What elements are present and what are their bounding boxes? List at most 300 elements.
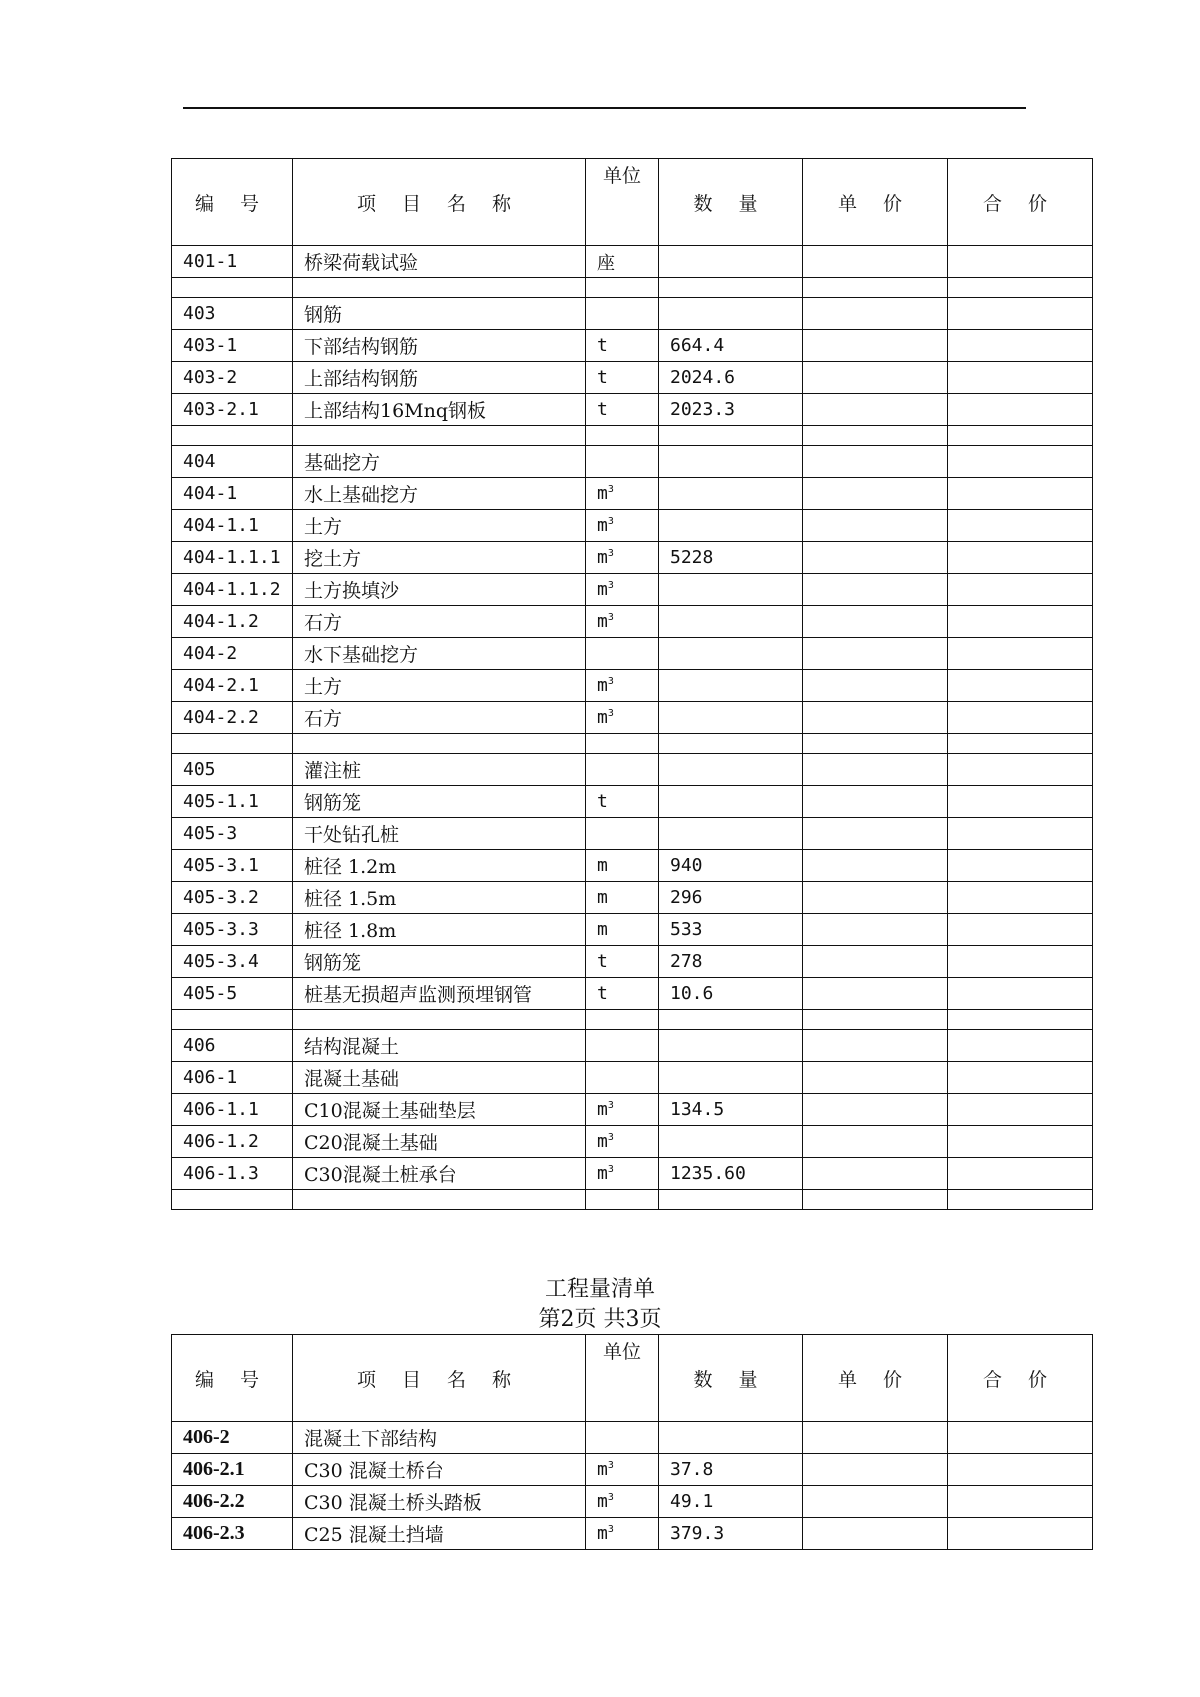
cell-total [948, 1010, 1093, 1030]
cell-unit-price [803, 734, 948, 754]
table-row [172, 542, 1093, 574]
cell-name: 石方 [293, 606, 586, 638]
cell-unit [586, 978, 659, 1010]
cell-code [172, 278, 293, 298]
cell-unit [586, 362, 659, 394]
cell-quantity [659, 786, 803, 818]
cell-quantity [659, 1422, 803, 1454]
cell-quantity [659, 1010, 803, 1030]
quantity-table-1 [171, 158, 1093, 1210]
header-unit: 单位 [586, 159, 659, 246]
table-row [172, 754, 1093, 786]
table-row [172, 1190, 1093, 1210]
cell-unit [586, 946, 659, 978]
cell-total [948, 362, 1093, 394]
cell-unit-price [803, 1454, 948, 1486]
cell-unit-price [803, 978, 948, 1010]
cell-total [948, 702, 1093, 734]
cell-code: 406-1 [172, 1062, 293, 1094]
cell-code: 404 [172, 446, 293, 478]
cell-unit-price [803, 914, 948, 946]
cell-code: 405-3 [172, 818, 293, 850]
unit-exponent: 3 [607, 580, 614, 591]
cell-name: 桩径 1.8m [293, 914, 586, 946]
cell-quantity [659, 638, 803, 670]
cell-name: 土方 [293, 510, 586, 542]
cell-total [948, 446, 1093, 478]
cell-total [948, 818, 1093, 850]
table-row [172, 914, 1093, 946]
cell-name [293, 1190, 586, 1210]
unit-exponent: 3 [607, 1100, 614, 1111]
cell-unit [586, 542, 659, 574]
cell-total [948, 914, 1093, 946]
cell-unit-price [803, 786, 948, 818]
cell-name: 干处钻孔桩 [293, 818, 586, 850]
header-quantity: 数 量 [659, 1335, 803, 1422]
header-total: 合 价 [948, 1335, 1093, 1422]
cell-code: 406-1.2 [172, 1126, 293, 1158]
cell-name [293, 734, 586, 754]
cell-total [948, 1126, 1093, 1158]
cell-total [948, 1518, 1093, 1550]
cell-code: 401-1 [172, 246, 293, 278]
cell-total [948, 426, 1093, 446]
cell-unit-price [803, 1190, 948, 1210]
table-row [172, 246, 1093, 278]
table-row [172, 1062, 1093, 1094]
header-unit-price: 单 价 [803, 159, 948, 246]
cell-code: 404-1.2 [172, 606, 293, 638]
table-row [172, 1094, 1093, 1126]
unit-exponent: 3 [607, 1524, 614, 1535]
table-row [172, 426, 1093, 446]
table-row [172, 1010, 1093, 1030]
unit-exponent: 3 [607, 1164, 614, 1175]
cell-name: 水下基础挖方 [293, 638, 586, 670]
cell-unit [586, 850, 659, 882]
cell-total [948, 394, 1093, 426]
cell-total [948, 1062, 1093, 1094]
cell-quantity [659, 818, 803, 850]
cell-name: 桥梁荷载试验 [293, 246, 586, 278]
cell-name: 混凝土基础 [293, 1062, 586, 1094]
unit-exponent: 3 [607, 676, 614, 687]
cell-unit-price [803, 818, 948, 850]
cell-unit-price [803, 1126, 948, 1158]
cell-name: 桩径 1.5m [293, 882, 586, 914]
table-row [172, 574, 1093, 606]
cell-name: C20混凝土基础 [293, 1126, 586, 1158]
cell-name: 基础挖方 [293, 446, 586, 478]
unit-exponent: 3 [607, 708, 614, 719]
list-title: 工程量清单 [544, 1277, 655, 1302]
cell-quantity [659, 246, 803, 278]
table-row [172, 1126, 1093, 1158]
table-row [172, 946, 1093, 978]
header-code: 编 号 [172, 159, 293, 246]
cell-total [948, 330, 1093, 362]
header-total: 合 价 [948, 159, 1093, 246]
table-row [172, 734, 1093, 754]
unit-symbol: m [597, 1163, 608, 1184]
cell-quantity: 37.8 [659, 1454, 803, 1486]
cell-code: 405-5 [172, 978, 293, 1010]
unit-symbol: m [597, 547, 608, 568]
cell-name: 灌注桩 [293, 754, 586, 786]
cell-unit-price [803, 510, 948, 542]
cell-unit-price [803, 670, 948, 702]
unit-exponent: 3 [607, 1132, 614, 1143]
cell-name [293, 1010, 586, 1030]
table-row [172, 278, 1093, 298]
cell-unit-price [803, 606, 948, 638]
cell-code: 405-3.2 [172, 882, 293, 914]
cell-unit [586, 754, 659, 786]
unit-symbol: m [597, 887, 608, 908]
cell-unit [586, 1422, 659, 1454]
table-row [172, 850, 1093, 882]
cell-unit [586, 1190, 659, 1210]
table-row [172, 298, 1093, 330]
unit-symbol: t [597, 335, 608, 356]
cell-total [948, 754, 1093, 786]
cell-total [948, 246, 1093, 278]
cell-total [948, 1454, 1093, 1486]
unit-symbol: t [597, 983, 608, 1004]
cell-name: 钢筋笼 [293, 786, 586, 818]
cell-quantity: 533 [659, 914, 803, 946]
table-row [172, 330, 1093, 362]
cell-name: 水上基础挖方 [293, 478, 586, 510]
table-row [172, 1454, 1093, 1486]
unit-symbol: t [597, 791, 608, 812]
cell-quantity: 296 [659, 882, 803, 914]
table-body-2 [172, 1422, 1093, 1550]
table-row [172, 818, 1093, 850]
cell-total [948, 670, 1093, 702]
header-rule [183, 107, 1026, 109]
cell-quantity [659, 478, 803, 510]
cell-unit [586, 1486, 659, 1518]
unit-symbol: t [597, 367, 608, 388]
cell-unit-price [803, 946, 948, 978]
cell-code: 406-2.3 [172, 1518, 293, 1550]
cell-unit [586, 882, 659, 914]
table-row [172, 1030, 1093, 1062]
cell-code [172, 1190, 293, 1210]
table-row [172, 446, 1093, 478]
cell-quantity: 5228 [659, 542, 803, 574]
cell-quantity [659, 1126, 803, 1158]
cell-quantity: 10.6 [659, 978, 803, 1010]
cell-unit [586, 734, 659, 754]
unit-exponent: 3 [607, 484, 614, 495]
cell-total [948, 638, 1093, 670]
cell-name: 结构混凝土 [293, 1030, 586, 1062]
unit-symbol: m [597, 919, 608, 940]
cell-quantity [659, 298, 803, 330]
cell-code [172, 1010, 293, 1030]
cell-unit-price [803, 754, 948, 786]
cell-name: 桩径 1.2m [293, 850, 586, 882]
table-header-row [172, 159, 1093, 246]
quantity-table-2 [171, 1334, 1093, 1550]
cell-unit-price [803, 1518, 948, 1550]
cell-quantity: 49.1 [659, 1486, 803, 1518]
cell-total [948, 1158, 1093, 1190]
table-header-row [172, 1335, 1093, 1422]
cell-unit-price [803, 1062, 948, 1094]
cell-code [172, 734, 293, 754]
cell-unit-price [803, 478, 948, 510]
cell-unit [586, 818, 659, 850]
table-row [172, 978, 1093, 1010]
cell-unit [586, 786, 659, 818]
cell-unit [586, 1010, 659, 1030]
cell-unit-price [803, 1010, 948, 1030]
table-body-1 [172, 246, 1093, 1210]
cell-unit [586, 1094, 659, 1126]
unit-symbol: m [597, 1491, 608, 1512]
cell-code: 403 [172, 298, 293, 330]
table-row [172, 1422, 1093, 1454]
unit-symbol: 座 [597, 252, 615, 274]
cell-quantity [659, 446, 803, 478]
unit-symbol: m [597, 1459, 608, 1480]
cell-unit-price [803, 278, 948, 298]
cell-unit [586, 1126, 659, 1158]
cell-quantity [659, 1030, 803, 1062]
cell-quantity: 940 [659, 850, 803, 882]
unit-symbol: t [597, 951, 608, 972]
cell-unit [586, 1158, 659, 1190]
cell-total [948, 1030, 1093, 1062]
cell-unit [586, 638, 659, 670]
table-row [172, 882, 1093, 914]
cell-unit [586, 1454, 659, 1486]
cell-unit [586, 478, 659, 510]
cell-unit-price [803, 850, 948, 882]
cell-quantity: 379.3 [659, 1518, 803, 1550]
cell-total [948, 510, 1093, 542]
cell-quantity [659, 278, 803, 298]
unit-symbol: m [597, 1099, 608, 1120]
header-quantity: 数 量 [659, 159, 803, 246]
cell-code: 405-1.1 [172, 786, 293, 818]
table-row [172, 1518, 1093, 1550]
cell-unit [586, 1062, 659, 1094]
cell-name [293, 278, 586, 298]
cell-code: 405-3.4 [172, 946, 293, 978]
cell-unit [586, 670, 659, 702]
cell-code: 403-2 [172, 362, 293, 394]
cell-code: 404-2 [172, 638, 293, 670]
table-row [172, 1486, 1093, 1518]
unit-symbol: m [597, 579, 608, 600]
unit-exponent: 3 [607, 548, 614, 559]
table-row [172, 394, 1093, 426]
cell-code: 404-1.1 [172, 510, 293, 542]
cell-total [948, 1422, 1093, 1454]
cell-code: 404-2.1 [172, 670, 293, 702]
cell-name: 下部结构钢筋 [293, 330, 586, 362]
cell-unit [586, 510, 659, 542]
cell-total [948, 946, 1093, 978]
cell-quantity [659, 1190, 803, 1210]
cell-unit-price [803, 1158, 948, 1190]
cell-quantity [659, 426, 803, 446]
cell-code [172, 426, 293, 446]
table-row [172, 510, 1093, 542]
cell-total [948, 542, 1093, 574]
cell-unit-price [803, 394, 948, 426]
cell-code: 406-1.1 [172, 1094, 293, 1126]
cell-total [948, 606, 1093, 638]
cell-quantity: 278 [659, 946, 803, 978]
cell-unit [586, 574, 659, 606]
table-row [172, 1158, 1093, 1190]
cell-unit [586, 1518, 659, 1550]
cell-total [948, 1094, 1093, 1126]
cell-unit [586, 298, 659, 330]
cell-name: 石方 [293, 702, 586, 734]
cell-name: C25 混凝土挡墙 [293, 1518, 586, 1550]
cell-name: 土方 [293, 670, 586, 702]
cell-code: 405 [172, 754, 293, 786]
cell-code: 404-1.1.1 [172, 542, 293, 574]
cell-code: 404-1.1.2 [172, 574, 293, 606]
cell-unit-price [803, 446, 948, 478]
header-name: 项 目 名 称 [293, 1335, 586, 1422]
header-unit: 单位 [586, 1335, 659, 1422]
cell-unit [586, 702, 659, 734]
table-row [172, 478, 1093, 510]
cell-name: 上部结构16Mnq钢板 [293, 394, 586, 426]
cell-unit-price [803, 298, 948, 330]
unit-symbol: m [597, 515, 608, 536]
table-row [172, 702, 1093, 734]
cell-total [948, 978, 1093, 1010]
cell-name: C30 混凝土桥台 [293, 1454, 586, 1486]
table-row [172, 606, 1093, 638]
cell-unit-price [803, 1094, 948, 1126]
cell-unit [586, 606, 659, 638]
table-row [172, 786, 1093, 818]
unit-symbol: m [597, 483, 608, 504]
cell-total [948, 1486, 1093, 1518]
cell-quantity [659, 1062, 803, 1094]
cell-total [948, 298, 1093, 330]
cell-unit [586, 1030, 659, 1062]
cell-quantity [659, 670, 803, 702]
unit-exponent: 3 [607, 516, 614, 527]
cell-name: 上部结构钢筋 [293, 362, 586, 394]
cell-code: 404-1 [172, 478, 293, 510]
cell-unit [586, 246, 659, 278]
header-unit-price: 单 价 [803, 1335, 948, 1422]
header-name: 项 目 名 称 [293, 159, 586, 246]
cell-code: 406-2.2 [172, 1486, 293, 1518]
cell-quantity [659, 606, 803, 638]
unit-symbol: m [597, 855, 608, 876]
cell-total [948, 278, 1093, 298]
cell-unit [586, 446, 659, 478]
cell-quantity [659, 574, 803, 606]
cell-unit-price [803, 542, 948, 574]
cell-quantity [659, 510, 803, 542]
cell-quantity: 664.4 [659, 330, 803, 362]
cell-quantity [659, 702, 803, 734]
cell-code: 403-2.1 [172, 394, 293, 426]
table-row [172, 670, 1093, 702]
cell-unit-price [803, 1486, 948, 1518]
cell-code: 406 [172, 1030, 293, 1062]
cell-unit-price [803, 1030, 948, 1062]
cell-quantity: 2024.6 [659, 362, 803, 394]
unit-exponent: 3 [607, 1492, 614, 1503]
table-row [172, 638, 1093, 670]
cell-code: 403-1 [172, 330, 293, 362]
unit-exponent: 3 [607, 1460, 614, 1471]
cell-name: C30混凝土桩承台 [293, 1158, 586, 1190]
cell-code: 405-3.1 [172, 850, 293, 882]
unit-symbol: m [597, 611, 608, 632]
cell-total [948, 478, 1093, 510]
cell-total [948, 786, 1093, 818]
cell-name: 混凝土下部结构 [293, 1422, 586, 1454]
table-row [172, 362, 1093, 394]
cell-name: 土方换填沙 [293, 574, 586, 606]
cell-code: 404-2.2 [172, 702, 293, 734]
cell-unit-price [803, 426, 948, 446]
cell-total [948, 882, 1093, 914]
cell-quantity: 2023.3 [659, 394, 803, 426]
cell-name: C10混凝土基础垫层 [293, 1094, 586, 1126]
cell-total [948, 850, 1093, 882]
cell-unit [586, 330, 659, 362]
cell-quantity [659, 754, 803, 786]
unit-exponent: 3 [607, 612, 614, 623]
cell-unit-price [803, 330, 948, 362]
cell-unit [586, 394, 659, 426]
cell-total [948, 1190, 1093, 1210]
cell-total [948, 574, 1093, 606]
cell-unit [586, 914, 659, 946]
unit-symbol: t [597, 399, 608, 420]
header-code: 编 号 [172, 1335, 293, 1422]
unit-symbol: m [597, 707, 608, 728]
cell-unit-price [803, 246, 948, 278]
cell-name: C30 混凝土桥头踏板 [293, 1486, 586, 1518]
cell-unit-price [803, 882, 948, 914]
cell-code: 406-2.1 [172, 1454, 293, 1486]
cell-total [948, 734, 1093, 754]
cell-name: 挖土方 [293, 542, 586, 574]
cell-unit-price [803, 638, 948, 670]
cell-name: 钢筋笼 [293, 946, 586, 978]
cell-unit-price [803, 362, 948, 394]
unit-symbol: m [597, 675, 608, 696]
cell-name [293, 426, 586, 446]
cell-unit [586, 278, 659, 298]
cell-code: 405-3.3 [172, 914, 293, 946]
cell-code: 406-1.3 [172, 1158, 293, 1190]
cell-quantity: 134.5 [659, 1094, 803, 1126]
unit-symbol: m [597, 1523, 608, 1544]
page-indicator: 第2页 共3页 [538, 1307, 662, 1332]
cell-code: 406-2 [172, 1422, 293, 1454]
